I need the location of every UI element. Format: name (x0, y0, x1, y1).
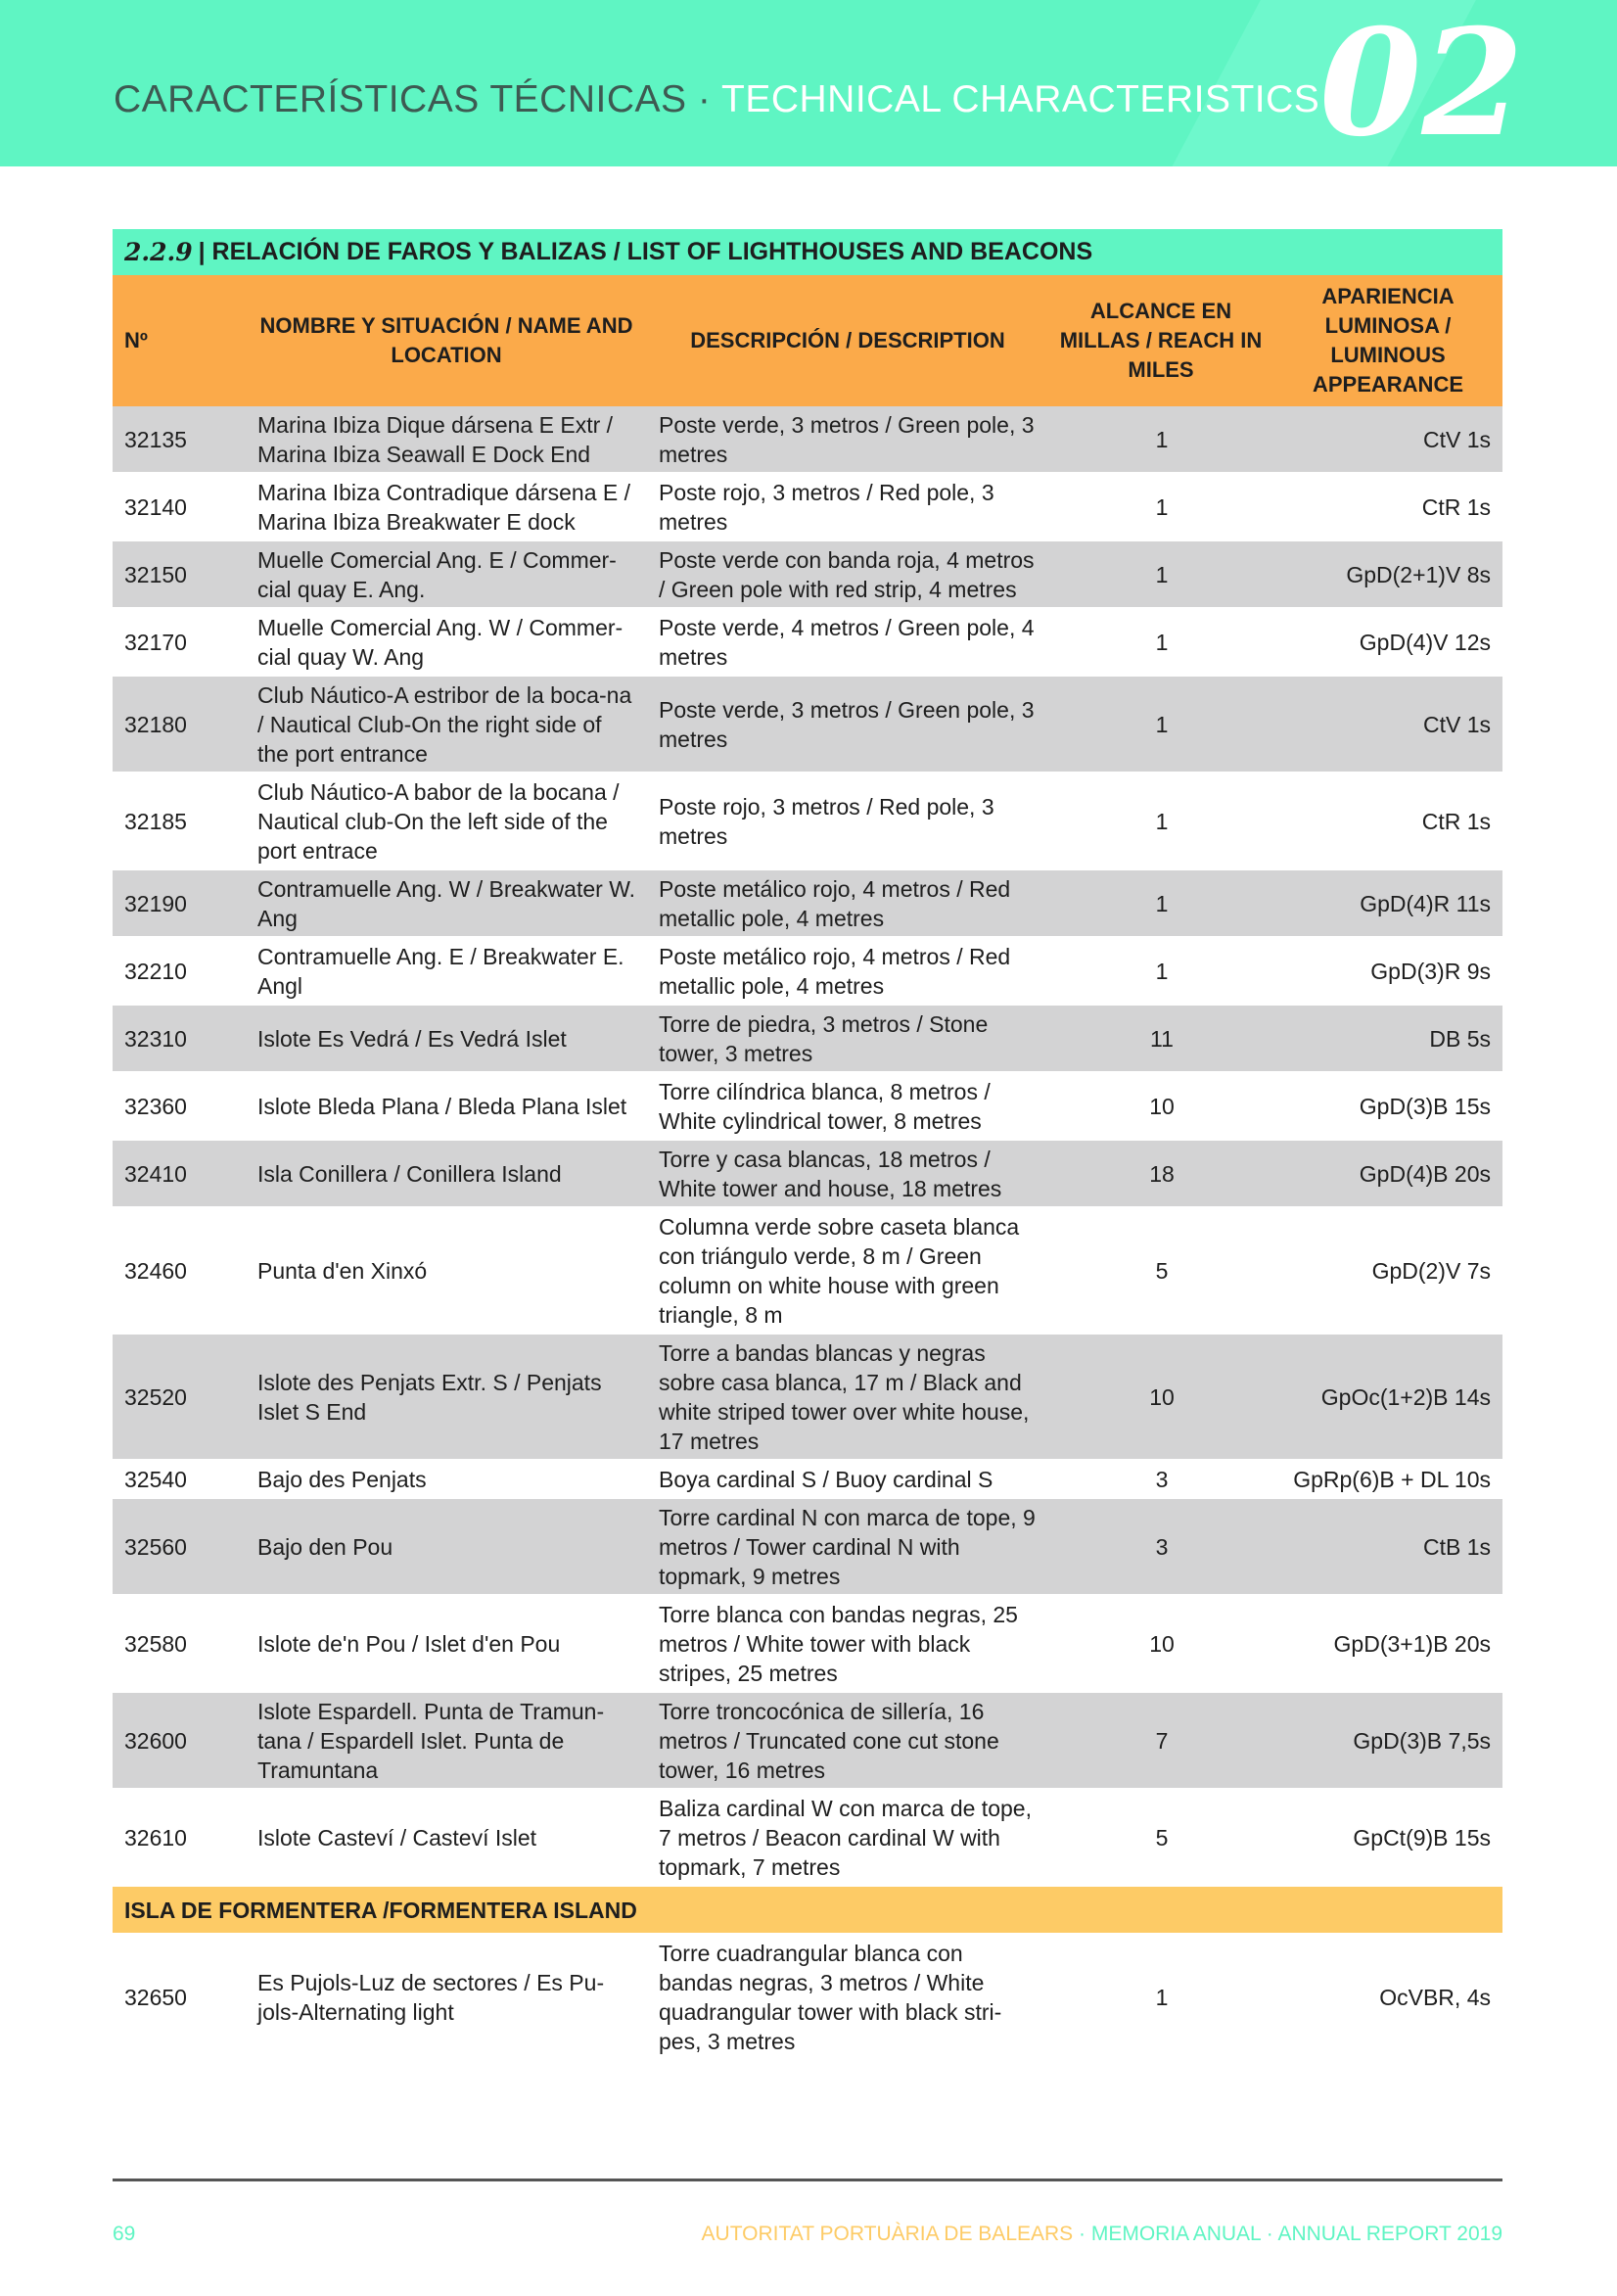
cell-description: Torre cilíndrica blanca, 8 metros / White cylindrical tower, 8 metres (647, 1072, 1048, 1140)
cell-number: 32360 (113, 1072, 246, 1140)
chapter-title-es: CARACTERÍSTICAS TÉCNICAS · (114, 78, 721, 120)
section-number: 2.2.9 (124, 238, 193, 266)
cell-description: Torre cuadrangular blanca con bandas negras, 3 metros / White quadrangular tower with black stri-pes, 3 metres (647, 1934, 1048, 2060)
cell-reach: 1 (1048, 473, 1273, 540)
cell-number: 32610 (113, 1789, 246, 1886)
cell-description: Columna verde sobre caseta blanca con triángulo verde, 8 m / Green column on white house with green triangle, 8 m (647, 1207, 1048, 1334)
cell-reach: 1 (1048, 937, 1273, 1005)
column-header-name: NOMBRE Y SITUACIÓN / NAME AND LOCATION (246, 275, 647, 406)
table-row (113, 1595, 1502, 1692)
cell-name-location: Islote Espardell. Punta de Tramun-tana / Espardell Islet. Punta de Tramuntana (246, 1692, 647, 1789)
cell-name-location: Es Pujols-Luz de sectores / Es Pu-jols-Alternating light (246, 1934, 647, 2060)
cell-name-location: Muelle Comercial Ang. W / Commer-cial quay W. Ang (246, 608, 647, 676)
cell-appearance: OcVBR, 4s (1273, 1934, 1502, 2060)
cell-reach: 3 (1048, 1460, 1273, 1498)
footer-organization: AUTORITAT PORTUÀRIA DE BALEARS (701, 2223, 1074, 2245)
cell-reach: 3 (1048, 1498, 1273, 1595)
cell-number: 32560 (113, 1498, 246, 1595)
cell-appearance: GpD(3)B 7,5s (1273, 1692, 1502, 1789)
cell-appearance: CtR 1s (1273, 473, 1502, 540)
cell-name-location: Islote Es Vedrá / Es Vedrá Islet (246, 1005, 647, 1072)
table-row (113, 1005, 1502, 1072)
cell-reach: 5 (1048, 1789, 1273, 1886)
cell-description: Boya cardinal S / Buoy cardinal S (647, 1460, 1048, 1498)
chapter-title (114, 78, 1319, 121)
cell-appearance: GpD(3)B 15s (1273, 1072, 1502, 1140)
cell-description: Poste verde, 3 metros / Green pole, 3 metres (647, 406, 1048, 473)
cell-description: Torre blanca con bandas negras, 25 metros / White tower with black stripes, 25 metres (647, 1595, 1048, 1692)
cell-appearance: GpRp(6)B + DL 10s (1273, 1460, 1502, 1498)
cell-reach: 7 (1048, 1692, 1273, 1789)
cell-name-location: Contramuelle Ang. E / Breakwater E. Angl (246, 937, 647, 1005)
footer-report-label (702, 2223, 1502, 2246)
cell-name-location: Islote de'n Pou / Islet d'en Pou (246, 1595, 647, 1692)
cell-appearance: CtR 1s (1273, 773, 1502, 869)
table-row (113, 406, 1502, 473)
page-header-banner (0, 0, 1617, 166)
cell-appearance: CtV 1s (1273, 676, 1502, 773)
cell-description: Baliza cardinal W con marca de tope, 7 metros / Beacon cardinal W with topmark, 7 metres (647, 1789, 1048, 1886)
table-row (113, 540, 1502, 608)
cell-number: 32180 (113, 676, 246, 773)
page-number: 69 (113, 2223, 136, 2245)
table-body (113, 406, 1502, 2060)
cell-appearance: DB 5s (1273, 1005, 1502, 1072)
lighthouse-table (113, 275, 1502, 2061)
cell-description: Poste rojo, 3 metros / Red pole, 3 metres (647, 773, 1048, 869)
table-row (113, 676, 1502, 773)
table-row (113, 1207, 1502, 1334)
cell-name-location: Isla Conillera / Conillera Island (246, 1140, 647, 1207)
table-row (113, 1334, 1502, 1460)
cell-name-location: Punta d'en Xinxó (246, 1207, 647, 1334)
cell-number: 32540 (113, 1460, 246, 1498)
cell-number: 32135 (113, 406, 246, 473)
table-row (113, 1072, 1502, 1140)
lighthouse-table-section (113, 229, 1502, 2061)
table-row (113, 608, 1502, 676)
table-row (113, 473, 1502, 540)
table-row (113, 869, 1502, 937)
cell-number: 32520 (113, 1334, 246, 1460)
cell-number: 32580 (113, 1595, 246, 1692)
cell-description: Poste verde con banda roja, 4 metros / Green pole with red strip, 4 metres (647, 540, 1048, 608)
table-header-row (113, 275, 1502, 406)
cell-reach: 10 (1048, 1595, 1273, 1692)
cell-appearance: GpD(2)V 7s (1273, 1207, 1502, 1334)
cell-appearance: GpD(4)B 20s (1273, 1140, 1502, 1207)
column-header-appearance: APARIENCIA LUMINOSA / LUMINOUS APPEARANCE (1273, 275, 1502, 406)
chapter-title-en: TECHNICAL CHARACTERISTICS (721, 78, 1320, 120)
cell-number: 32170 (113, 608, 246, 676)
cell-number: 32210 (113, 937, 246, 1005)
column-header-description: DESCRIPCIÓN / DESCRIPTION (647, 275, 1048, 406)
cell-description: Poste metálico rojo, 4 metros / Red metallic pole, 4 metres (647, 937, 1048, 1005)
footer-report: · MEMORIA ANUAL · ANNUAL REPORT 2019 (1073, 2223, 1502, 2245)
island-section-row (113, 1886, 1502, 1934)
cell-number: 32185 (113, 773, 246, 869)
table-row (113, 937, 1502, 1005)
cell-description: Poste verde, 3 metros / Green pole, 3 metres (647, 676, 1048, 773)
cell-appearance: GpD(3)R 9s (1273, 937, 1502, 1005)
cell-number: 32140 (113, 473, 246, 540)
cell-appearance: GpCt(9)B 15s (1273, 1789, 1502, 1886)
cell-name-location: Islote Casteví / Casteví Islet (246, 1789, 647, 1886)
table-row (113, 1934, 1502, 2060)
cell-number: 32650 (113, 1934, 246, 2060)
cell-reach: 1 (1048, 406, 1273, 473)
cell-description: Torre a bandas blancas y negras sobre casa blanca, 17 m / Black and white striped tower over white house, 17 metres (647, 1334, 1048, 1460)
cell-reach: 1 (1048, 608, 1273, 676)
cell-reach: 10 (1048, 1072, 1273, 1140)
cell-number: 32460 (113, 1207, 246, 1334)
section-title (113, 229, 1502, 275)
table-row (113, 1460, 1502, 1498)
table-row (113, 773, 1502, 869)
cell-reach: 10 (1048, 1334, 1273, 1460)
footer-divider (113, 2179, 1502, 2181)
cell-description: Poste rojo, 3 metros / Red pole, 3 metres (647, 473, 1048, 540)
cell-reach: 1 (1048, 676, 1273, 773)
cell-description: Torre y casa blancas, 18 metros / White tower and house, 18 metres (647, 1140, 1048, 1207)
cell-number: 32190 (113, 869, 246, 937)
cell-name-location: Club Náutico-A babor de la bocana / Nautical club-On the left side of the port entrace (246, 773, 647, 869)
table-row (113, 1498, 1502, 1595)
cell-description: Torre de piedra, 3 metros / Stone tower, 3 metres (647, 1005, 1048, 1072)
cell-appearance: GpOc(1+2)B 14s (1273, 1334, 1502, 1460)
cell-appearance: GpD(3+1)B 20s (1273, 1595, 1502, 1692)
column-header-num: Nº (113, 275, 246, 406)
section-heading: | RELACIÓN DE FAROS Y BALIZAS / LIST OF LIGHTHOUSES AND BEACONS (198, 238, 1093, 265)
cell-appearance: GpD(4)V 12s (1273, 608, 1502, 676)
cell-name-location: Bajo den Pou (246, 1498, 647, 1595)
cell-appearance: CtB 1s (1273, 1498, 1502, 1595)
chapter-number: 02 (1319, 0, 1524, 166)
cell-number: 32410 (113, 1140, 246, 1207)
island-section-heading: ISLA DE FORMENTERA /FORMENTERA ISLAND (113, 1886, 1502, 1934)
cell-reach: 1 (1048, 773, 1273, 869)
cell-number: 32310 (113, 1005, 246, 1072)
cell-name-location: Contramuelle Ang. W / Breakwater W. Ang (246, 869, 647, 937)
table-row (113, 1789, 1502, 1886)
table-row (113, 1140, 1502, 1207)
cell-description: Poste verde, 4 metros / Green pole, 4 metres (647, 608, 1048, 676)
cell-name-location: Islote Bleda Plana / Bleda Plana Islet (246, 1072, 647, 1140)
cell-reach: 1 (1048, 540, 1273, 608)
cell-reach: 5 (1048, 1207, 1273, 1334)
cell-name-location: Marina Ibiza Dique dársena E Extr / Marina Ibiza Seawall E Dock End (246, 406, 647, 473)
cell-description: Torre cardinal N con marca de tope, 9 metros / Tower cardinal N with topmark, 9 metres (647, 1498, 1048, 1595)
cell-description: Torre troncocónica de sillería, 16 metros / Truncated cone cut stone tower, 16 metres (647, 1692, 1048, 1789)
cell-appearance: GpD(4)R 11s (1273, 869, 1502, 937)
cell-name-location: Islote des Penjats Extr. S / Penjats Islet S End (246, 1334, 647, 1460)
cell-description: Poste metálico rojo, 4 metros / Red metallic pole, 4 metres (647, 869, 1048, 937)
cell-number: 32150 (113, 540, 246, 608)
cell-reach: 1 (1048, 869, 1273, 937)
cell-appearance: GpD(2+1)V 8s (1273, 540, 1502, 608)
cell-reach: 11 (1048, 1005, 1273, 1072)
cell-name-location: Bajo des Penjats (246, 1460, 647, 1498)
cell-reach: 18 (1048, 1140, 1273, 1207)
cell-name-location: Club Náutico-A estribor de la boca-na / Nautical Club-On the right side of the port entrance (246, 676, 647, 773)
cell-appearance: CtV 1s (1273, 406, 1502, 473)
cell-number: 32600 (113, 1692, 246, 1789)
cell-name-location: Marina Ibiza Contradique dársena E / Marina Ibiza Breakwater E dock (246, 473, 647, 540)
column-header-reach: ALCANCE EN MILLAS / REACH IN MILES (1048, 275, 1273, 406)
table-row (113, 1692, 1502, 1789)
cell-reach: 1 (1048, 1934, 1273, 2060)
cell-name-location: Muelle Comercial Ang. E / Commer-cial quay E. Ang. (246, 540, 647, 608)
